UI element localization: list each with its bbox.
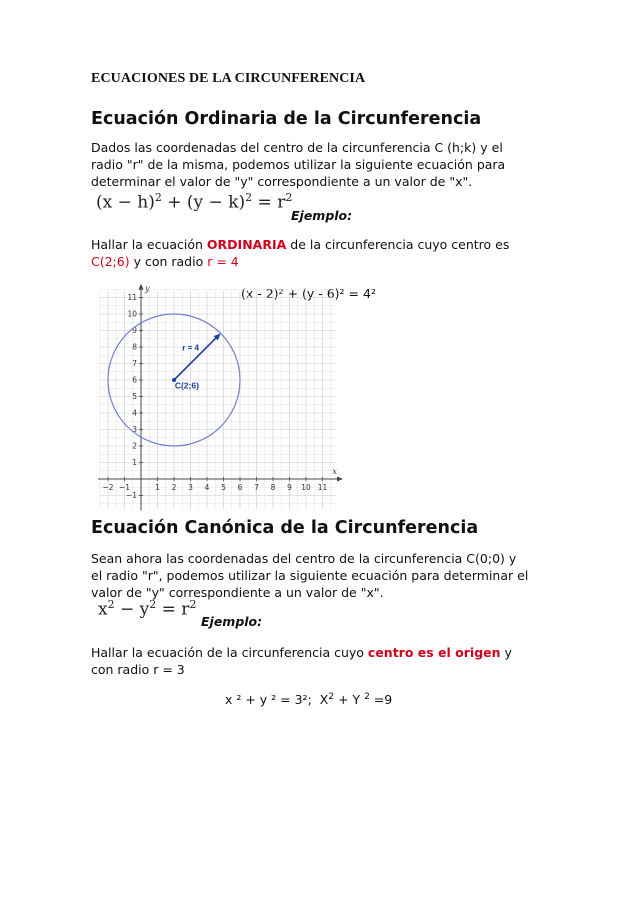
section-heading-canonica: Ecuación Canónica de la Circunferencia xyxy=(91,518,479,538)
y-tick-label: 4 xyxy=(132,408,137,418)
x-tick-label: 5 xyxy=(221,483,226,492)
intro-line: valor de "y" correspondiente a un valor de "x". xyxy=(91,585,384,600)
y-axis-arrow xyxy=(139,284,144,290)
ordinary-result-equation: (x - 2)² + (y - 6)² = 4² xyxy=(241,286,376,301)
y-tick-label: 9 xyxy=(132,326,137,335)
y-tick-label: 1 xyxy=(132,458,137,467)
x-tick-label: 6 xyxy=(237,483,243,492)
x-tick-label: 7 xyxy=(254,483,259,492)
x-tick-label: 10 xyxy=(301,483,311,492)
section-heading-ordinaria: Ecuación Ordinaria de la Circunferencia xyxy=(91,109,482,129)
y-tick-label: 5 xyxy=(132,392,137,401)
y-tick-label: −1 xyxy=(125,491,137,500)
ordinary-formula: $(x - h)^2 + (y - k)^2 = r^2$ xyxy=(96,191,293,213)
x-tick-label: 3 xyxy=(188,483,193,492)
keyword-ordinaria: ORDINARIA xyxy=(206,237,287,252)
x-axis-label: x xyxy=(332,467,337,476)
center-label: C(2;6) xyxy=(174,380,199,391)
y-tick-label: 3 xyxy=(132,425,137,434)
example-radius: r = 4 xyxy=(207,254,239,269)
y-tick-label: 6 xyxy=(132,375,137,385)
intro-line: Sean ahora las coordenadas del centro de la circunferencia C(0;0) y xyxy=(91,551,517,566)
intro-line: radio "r" de la misma, podemos utilizar la siguiente ecuación para xyxy=(91,157,506,172)
x-tick-label: 4 xyxy=(204,483,210,492)
section1-example-text: Hallar la ecuación ORDINARIA de la circunferencia cuyo centro es C(2;6) y con radio r = 4 xyxy=(91,237,510,269)
y-axis-label: y xyxy=(145,283,150,293)
radius-label: r = 4 xyxy=(182,343,199,353)
example-label: Ejemplo: xyxy=(201,614,263,629)
x-tick-label: 8 xyxy=(270,483,276,492)
example-center: C(2;6) xyxy=(91,254,130,269)
canonical-formula: $x^2 - y^2 = r^2$ xyxy=(98,598,197,620)
example-label: Ejemplo: xyxy=(291,208,353,223)
x-tick-label: 9 xyxy=(287,483,292,492)
x-tick-label: 2 xyxy=(171,483,177,492)
x-tick-label: −2 xyxy=(102,483,114,492)
keyword-centro-origen: centro es el origen xyxy=(367,645,501,660)
y-tick-label: 10 xyxy=(127,309,137,319)
intro-line: el radio "r", podemos utilizar la siguiente ecuación para determinar el xyxy=(91,568,529,583)
section2-example-text: Hallar la ecuación de la circunferencia cuyo centro es el origen y con radio r = 3 xyxy=(91,645,512,677)
document-title: ECUACIONES DE LA CIRCUNFERENCIA xyxy=(91,71,366,86)
x-axis-arrow xyxy=(337,477,343,482)
section2-intro xyxy=(91,550,551,601)
canonical-result-equation: x ² + y ² = 3²; $X^2 + Y$ $^2$ =9 xyxy=(225,692,393,708)
y-tick-label: 2 xyxy=(132,441,137,451)
y-tick-label: 7 xyxy=(132,359,137,368)
x-tick-label: 11 xyxy=(317,483,328,492)
x-tick-label: −1 xyxy=(118,483,131,492)
y-tick-label: 11 xyxy=(127,293,137,302)
y-tick-label: 8 xyxy=(132,342,137,352)
intro-line: determinar el valor de "y" correspondiente a un valor de "x". xyxy=(91,174,473,189)
section1-intro xyxy=(91,139,551,190)
intro-line: Dados las coordenadas del centro de la circunferencia C (h;k) y el xyxy=(91,140,503,155)
x-tick-label: 1 xyxy=(155,483,160,492)
